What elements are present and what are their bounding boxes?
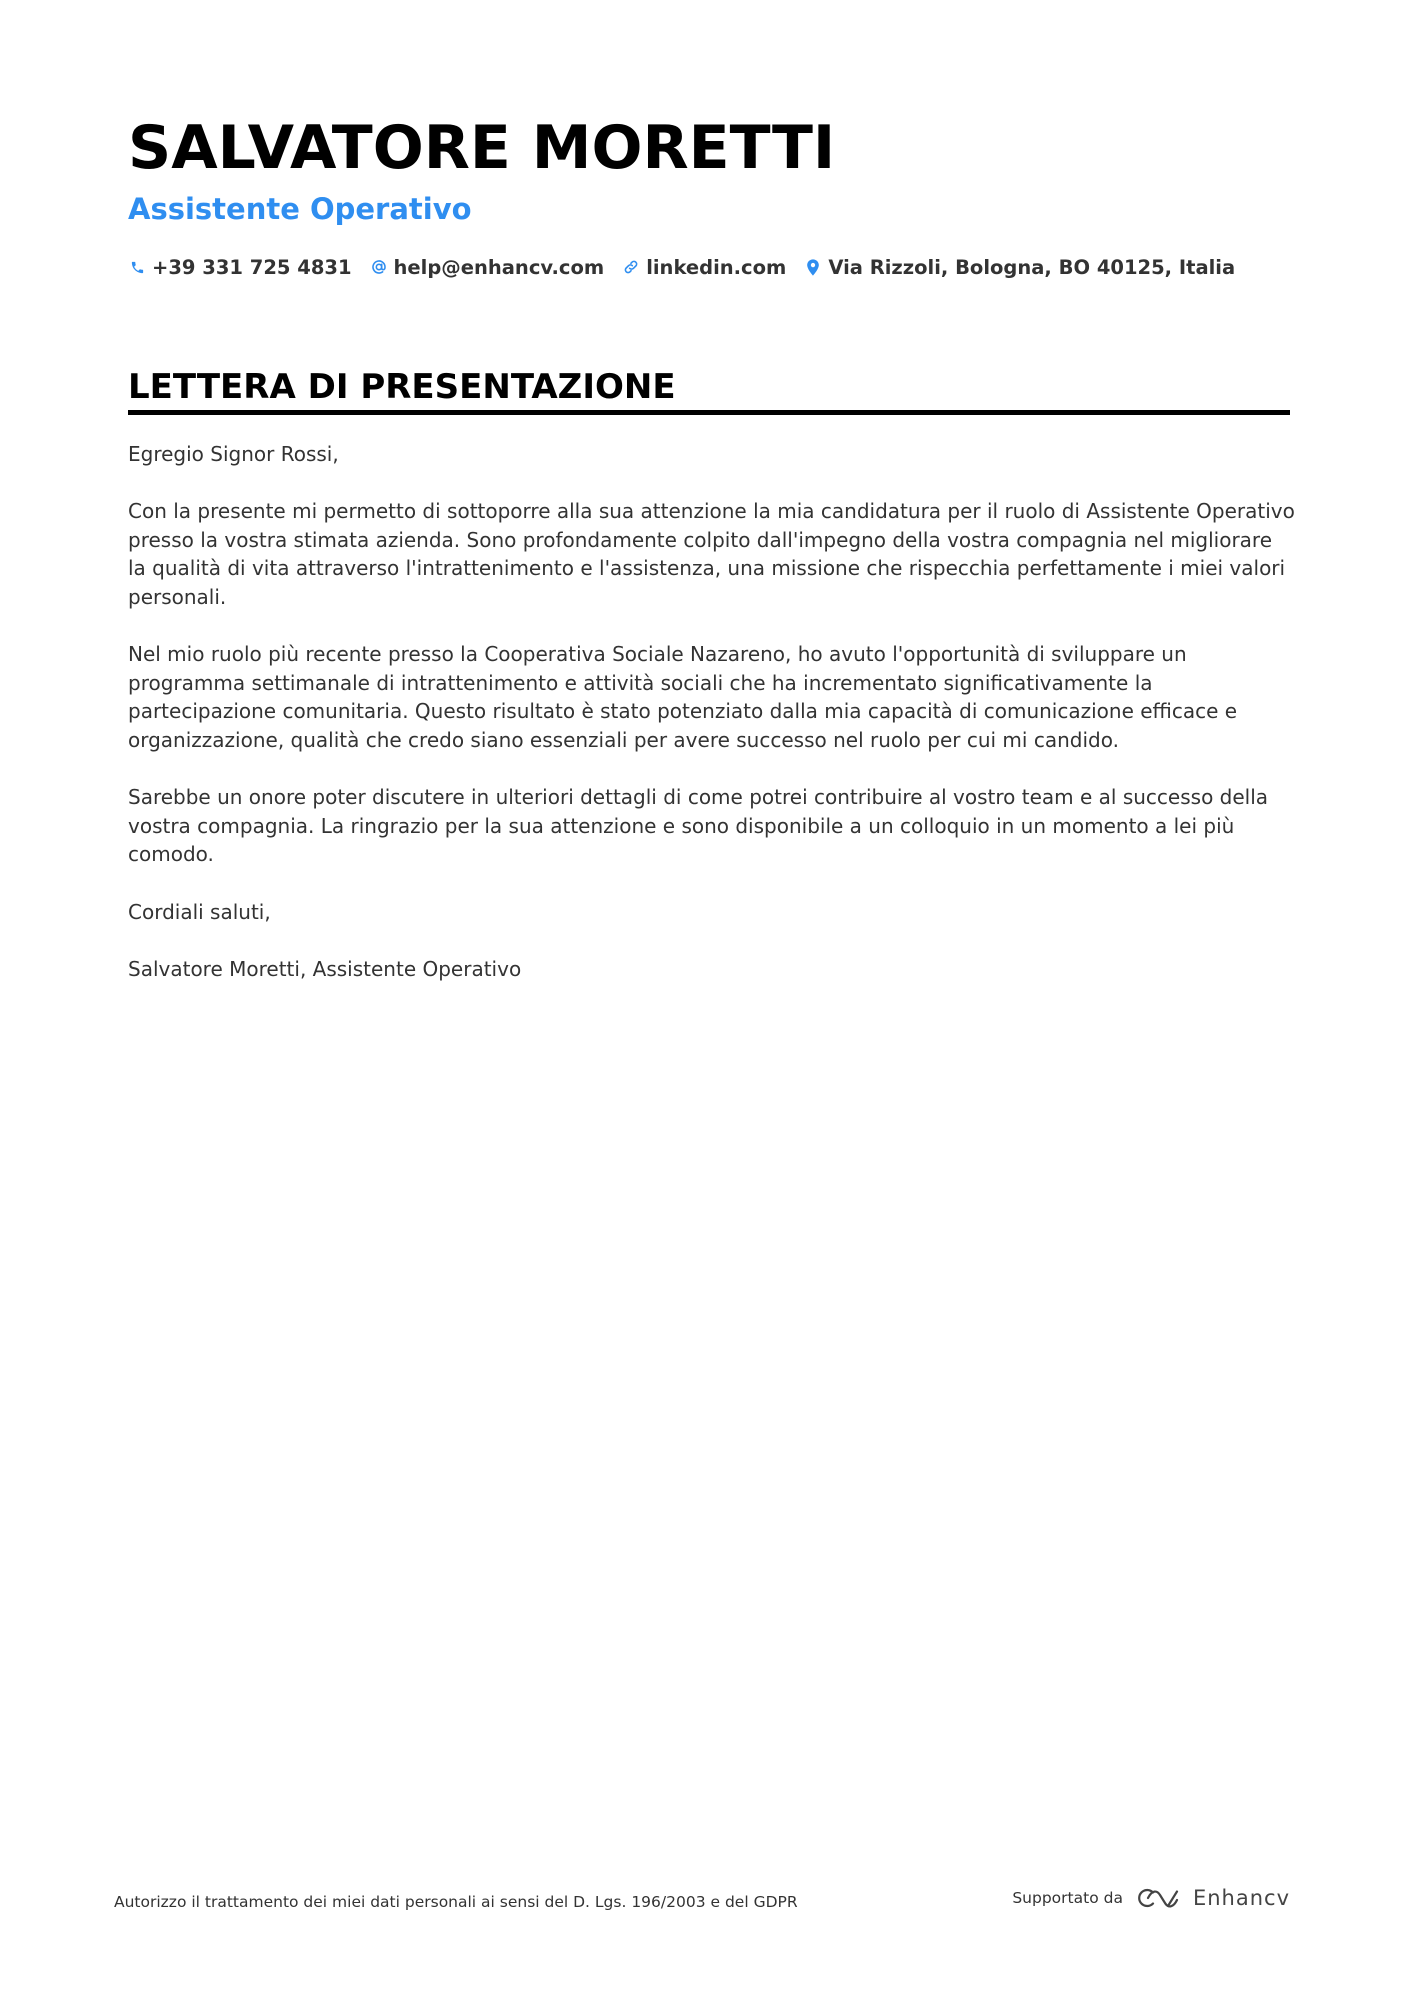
contact-address-text: Via Rizzoli, Bologna, BO 40125, Italia (828, 255, 1236, 279)
at-icon (370, 258, 388, 276)
contact-email[interactable] (370, 256, 605, 279)
link-icon (622, 258, 640, 276)
section-title: LETTERA DI PRESENTAZIONE (128, 367, 676, 407)
candidate-name: SALVATORE MORETTI (128, 113, 836, 183)
enhancv-logo-icon (1135, 1886, 1181, 1910)
contact-bar (128, 252, 1253, 282)
letter-paragraph: Sarebbe un onore poter discutere in ulteriori dettagli di come potrei contribuire al vostro team e al successo della vostra compagnia. La ringrazio per la sua attenzione e sono disponibile a un colloquio in un momento a lei più comodo. (128, 785, 1269, 867)
powered-by[interactable] (1012, 1886, 1290, 1910)
contact-email-text: help@enhancv.com (393, 255, 605, 279)
letter-paragraph: Con la presente mi permetto di sottoporre alla sua attenzione la mia candidatura per il ruolo di Assistente Operativo presso la vostra stimata azienda. Sono profondamente colpito dall'impegno della vostra compagnia nel migliorare la qualità di vita attraverso l'intrattenimento e l'assistenza, una missione che rispecchia perfettamente i miei valori personali. (128, 499, 1295, 609)
location-pin-icon (804, 258, 822, 276)
letter-paragraph: Nel mio ruolo più recente presso la Cooperativa Sociale Nazareno, ho avuto l'opportunità di sviluppare un programma settimanale di intrattenimento e attività sociali che ha incrementato significativamente la partecipazione comunitaria. Questo risultato è stato potenziato dalla mia capacità di comunicazione efficace e organizzazione, qualità che credo siano essenziali per avere successo nel ruolo per cui mi candido. (128, 642, 1238, 752)
supported-by-label: Supportato da (1012, 1889, 1123, 1907)
contact-linkedin-text: linkedin.com (646, 255, 787, 279)
contact-phone (128, 256, 352, 279)
letter-signature: Salvatore Moretti, Assistente Operativo (128, 956, 522, 981)
privacy-consent: Autorizzo il trattamento dei miei dati personali ai sensi del D. Lgs. 196/2003 e del GDPR (114, 1893, 798, 1911)
contact-address (804, 256, 1235, 279)
candidate-role: Assistente Operativo (128, 192, 472, 226)
contact-phone-text: +39 331 725 4831 (152, 255, 352, 279)
letter-closing: Cordiali saluti, (128, 899, 271, 924)
letter-body (128, 440, 1296, 1012)
phone-icon (128, 258, 146, 276)
section-divider (128, 410, 1290, 415)
enhancv-brand: Enhancv (1192, 1886, 1290, 1910)
letter-greeting: Egregio Signor Rossi, (128, 442, 339, 466)
contact-linkedin[interactable] (622, 256, 786, 279)
